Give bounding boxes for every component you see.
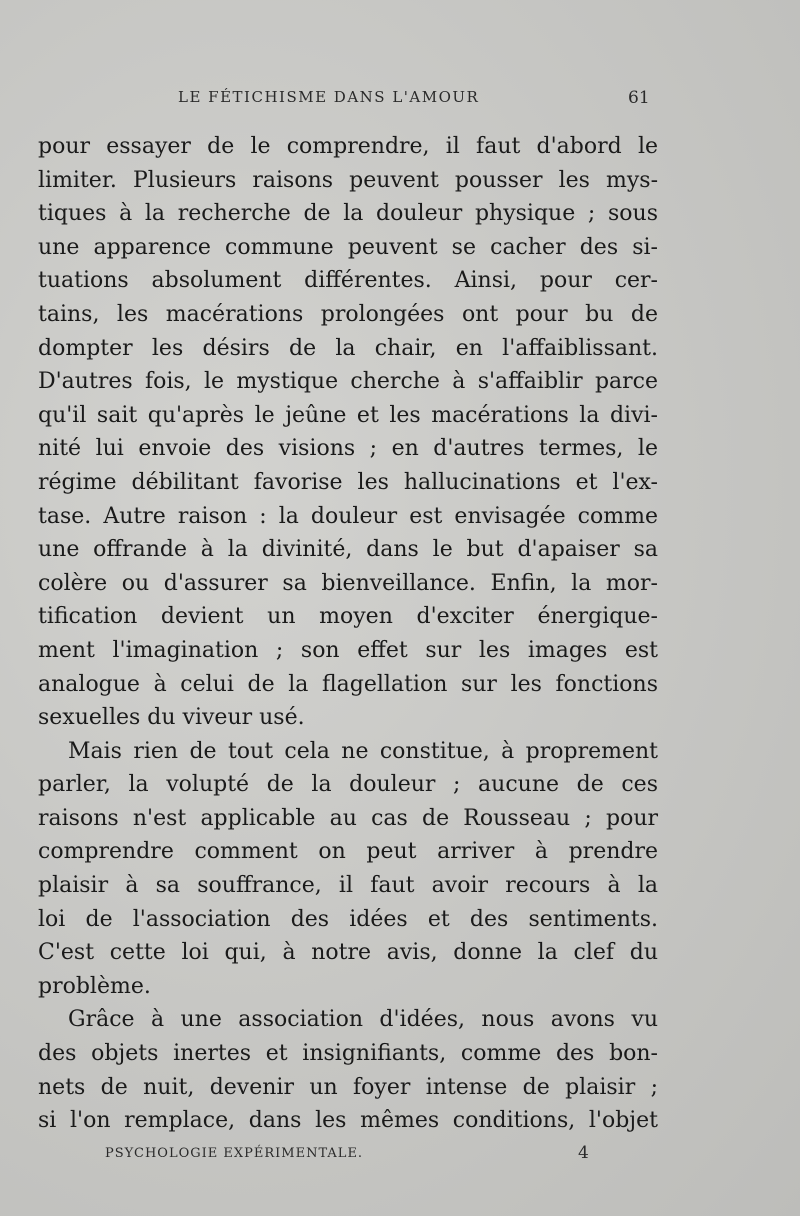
- text-line: tiques à la recherche de la douleur physique ; sous: [38, 201, 658, 227]
- text-line: loi de l'association des idées et des sentiments.: [38, 906, 658, 932]
- text-line: qu'il sait qu'après le jeûne et les macérations la divi-: [38, 402, 658, 428]
- signature-title: PSYCHOLOGIE EXPÉRIMENTALE.: [105, 1146, 364, 1161]
- body-text: [38, 130, 658, 1138]
- text-line: sexuelles du viveur usé.: [38, 705, 305, 731]
- signature-line: [0, 1143, 800, 1170]
- text-line: tase. Autre raison : la douleur est envisagée comme: [38, 503, 658, 529]
- text-line: comprendre comment on peut arriver à prendre: [38, 839, 658, 865]
- signature-mark: 4: [578, 1143, 589, 1163]
- text-line: raisons n'est applicable au cas de Rousseau ; pour: [38, 805, 658, 831]
- text-line: une apparence commune peuvent se cacher des si-: [38, 234, 658, 260]
- text-line: plaisir à sa souffrance, il faut avoir recours à la: [38, 873, 658, 899]
- text-line: C'est cette loi qui, à notre avis, donne la clef du: [38, 940, 658, 966]
- text-line: nité lui envoie des visions ; en d'autres termes, le: [38, 436, 658, 462]
- text-line: ment l'imagination ; son effet sur les images est: [38, 637, 658, 663]
- running-head: [0, 88, 800, 118]
- text-line: limiter. Plusieurs raisons peuvent pousser les mys-: [38, 167, 658, 193]
- text-line: nets de nuit, devenir un foyer intense de plaisir ;: [38, 1074, 658, 1100]
- running-title: LE FÉTICHISME DANS L'AMOUR: [178, 88, 480, 106]
- paragraph-first-line: Grâce à une association d'idées, nous avons vu: [68, 1007, 658, 1033]
- text-line: régime débilitant favorise les hallucinations et l'ex-: [38, 469, 658, 495]
- text-line: tification devient un moyen d'exciter énergique-: [38, 604, 658, 630]
- text-line: dompter les désirs de la chair, en l'affaiblissant.: [38, 335, 658, 361]
- text-line: parler, la volupté de la douleur ; aucune de ces: [38, 772, 658, 798]
- text-line: des objets inertes et insignifiants, comme des bon-: [38, 1041, 658, 1067]
- page-number: 61: [628, 88, 650, 108]
- paragraph-first-line: Mais rien de tout cela ne constitue, à proprement: [68, 738, 658, 764]
- text-line: une offrande à la divinité, dans le but d'apaiser sa: [38, 537, 658, 563]
- text-line: D'autres fois, le mystique cherche à s'affaiblir parce: [38, 369, 658, 395]
- text-line: tuations absolument différentes. Ainsi, pour cer-: [38, 268, 658, 294]
- text-line: colère ou d'assurer sa bienveillance. Enfin, la mor-: [38, 570, 658, 596]
- text-line: analogue à celui de la flagellation sur les fonctions: [38, 671, 658, 697]
- text-line: pour essayer de le comprendre, il faut d'abord le: [38, 134, 658, 159]
- text-line: si l'on remplace, dans les mêmes conditions, l'objet: [38, 1108, 658, 1134]
- text-line: tains, les macérations prolongées ont pour bu de: [38, 301, 658, 327]
- text-line: problème.: [38, 973, 151, 999]
